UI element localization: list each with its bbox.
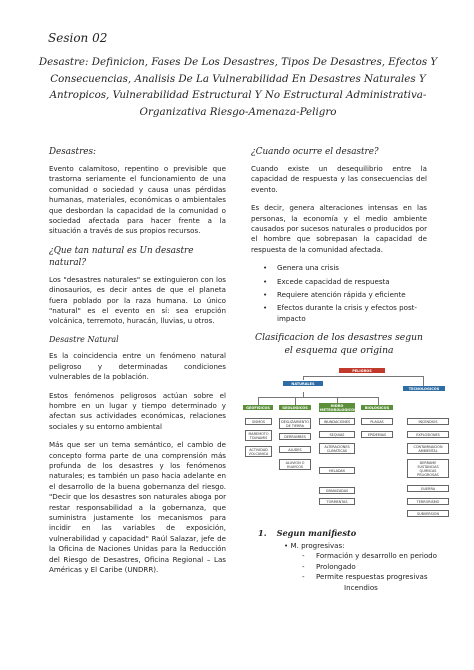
- item-box: DESLIZAMIENTO DE TIERRA: [279, 418, 311, 429]
- item-box: TERRORISMO: [407, 498, 449, 505]
- connector-line: [423, 376, 424, 386]
- item-box: TORMENTAS: [319, 498, 355, 505]
- manifest-item: - Prolongado: [302, 562, 448, 573]
- item-box: SEQUIAS: [319, 431, 355, 438]
- bullet-list: [263, 263, 427, 324]
- heading-que-tan-natural: ¿Que tan natural es Un desastre natural?: [49, 245, 194, 268]
- manifest-heading: [258, 528, 448, 539]
- item-box: INUNDACIONES: [319, 418, 355, 425]
- item-box: ALTERACIONES CLIMATICAS: [319, 443, 355, 454]
- paragraph-fenomenos: Estos fenómenos peligrosos actúan sobre el hombre en un lugar y tiempo determinado y afectan sus actividades económicas, relaciones sociales y su entorno ambiental: [49, 390, 226, 431]
- list-item: • Excede capacidad de respuesta: [263, 277, 427, 287]
- connector-line: [303, 376, 304, 380]
- node-geologicos: GEOLOGICOS: [279, 405, 311, 410]
- classification-diagram: [243, 367, 463, 532]
- page-title: Desastre: Definicion, Fases De Los Desastres, Tipos De Desastres, Efectos Y Consecuencias, Analisis De La Vulnerabilidad En Desastres Naturales Y Antropicos, Vulnerabilidad Estructural Y No Estructural Administrativa-Organizativa Riesgo-Amenaza-Peligro: [38, 56, 438, 118]
- connector-line: [258, 397, 378, 398]
- manifest-number: 1.: [258, 528, 267, 538]
- node-naturales: NATURALES: [283, 381, 323, 386]
- item-box: SISMOS: [245, 418, 272, 425]
- connector-line: [303, 376, 423, 377]
- item-box: DERRAME SUSTANCIAS QUIMICAS PELIGROSAS: [407, 459, 449, 478]
- node-tecnologicos: TECNOLOGICOS: [403, 386, 445, 391]
- item-box: DERRUMBES: [279, 433, 311, 440]
- item-box: GRANIZADAS: [319, 487, 355, 494]
- paragraph-desastre-natural: Es la coincidencia entre un fenómeno natural peligroso y determinadas condiciones vulnerables de la población.: [49, 351, 226, 382]
- manifest-progresivas: • M. progresivas:: [284, 541, 448, 552]
- connector-line: [258, 397, 259, 405]
- connector-line: [378, 397, 379, 405]
- item-box: EPIDEMIAS: [361, 431, 393, 438]
- session-label: Sesion 02: [48, 31, 108, 45]
- paragraph-semantico: Más que ser un tema semántico, el cambio de concepto forma parte de una comprensión más profunda de los desastres y los fenómenos naturales; es también un paso hacia adelante en el desarrollo de la buena gobernanza del riesgo. "Decir que los desastres son naturales aboga por restar responsabilidad a la gobernanza, que suministra justamente los mecanismos para incidir en las variables de exposición, vulnerabilidad y capacidad" Raúl Salazar, jefe de la Oficina de Naciones Unidas para la Reducción del Riesgo de Desastres, Oficina Regional – Las Américas y El Caribe (UNDRR).: [49, 440, 226, 574]
- list-item: • Genera una crisis: [263, 263, 427, 273]
- connector-line: [295, 397, 296, 405]
- heading-desastre-natural: Desastre Natural: [49, 334, 119, 344]
- item-box: HELADAS: [319, 467, 355, 474]
- list-item: • Efectos durante la crisis y efectos post-impacto: [263, 303, 427, 324]
- manifest-section: [258, 528, 448, 594]
- item-box: ALUVION O HUAYCOS: [279, 459, 311, 470]
- list-item: • Requiere atención rápida y eficiente: [263, 290, 427, 300]
- paragraph-cuando: Cuando existe un desequilibrio entre la capacidad de respuesta y las consecuencias del evento.: [251, 164, 427, 194]
- node-geofisicos: GEOFISICOS: [243, 405, 273, 410]
- heading-desastres: Desastres:: [49, 147, 96, 157]
- right-column: [251, 146, 427, 361]
- manifest-item: - Formación y desarrollo en periodo: [302, 551, 448, 562]
- item-box: CONTAMINACION AMBIENTAL: [407, 443, 449, 454]
- node-biologicos: BIOLOGICOS: [361, 405, 393, 410]
- paragraph-decir: Es decir, genera alteraciones intensas en las personas, la economía y el medio ambiente causados por sucesos naturales o producidos por el hombre que sobrepasan la capacidad de respuesta de la comunidad afectada.: [251, 203, 427, 254]
- item-box: INCENDIOS: [407, 418, 449, 425]
- paragraph-natural: Los "desastres naturales" se extinguieron con los dinosaurios, es decir antes de que el planeta fuera poblado por la raza humana. Lo único "natural" es el evento en sí: sea erupción volcánica, terremoto, huracán, lluvias, u otros.: [49, 274, 226, 326]
- left-column: [49, 146, 226, 583]
- paragraph-desastres: Evento calamitoso, repentino o previsible que trastorna seriamente el funcionamiento de una comunidad o sociedad y causa unas pérdidas humanas, materiales, económicas o ambientales que desbordan la capacidad de la comunidad o sociedad afectada para hacer frente a la situación a través de sus propios recursos.: [49, 164, 226, 236]
- item-box: MAREMOTO TSUNAMIS: [245, 430, 272, 441]
- item-box: ACTIVIDAD VOLCANICA: [245, 446, 272, 457]
- node-hidro-meteorologicos: HIDRO METEOROLOGICOS: [320, 403, 357, 412]
- manifest-item: - Permite respuestas progresivas: [302, 572, 448, 583]
- item-box: EXPLOSIONES: [407, 431, 449, 438]
- diagram-title: Clasificacion de los desastres segun el esquema que origina: [255, 332, 423, 357]
- manifest-title: Segun manifiesto: [276, 528, 357, 538]
- item-box: ALUDES: [279, 446, 311, 453]
- root-peligros: PELIGROS: [339, 368, 385, 373]
- heading-cuando: ¿Cuando ocurre el desastre?: [251, 147, 379, 157]
- item-box: PLAGAS: [361, 418, 393, 425]
- manifest-incendios: Incendios: [344, 582, 378, 592]
- item-box: GUERRA: [407, 485, 449, 492]
- item-box: SUBVERSION: [407, 510, 449, 517]
